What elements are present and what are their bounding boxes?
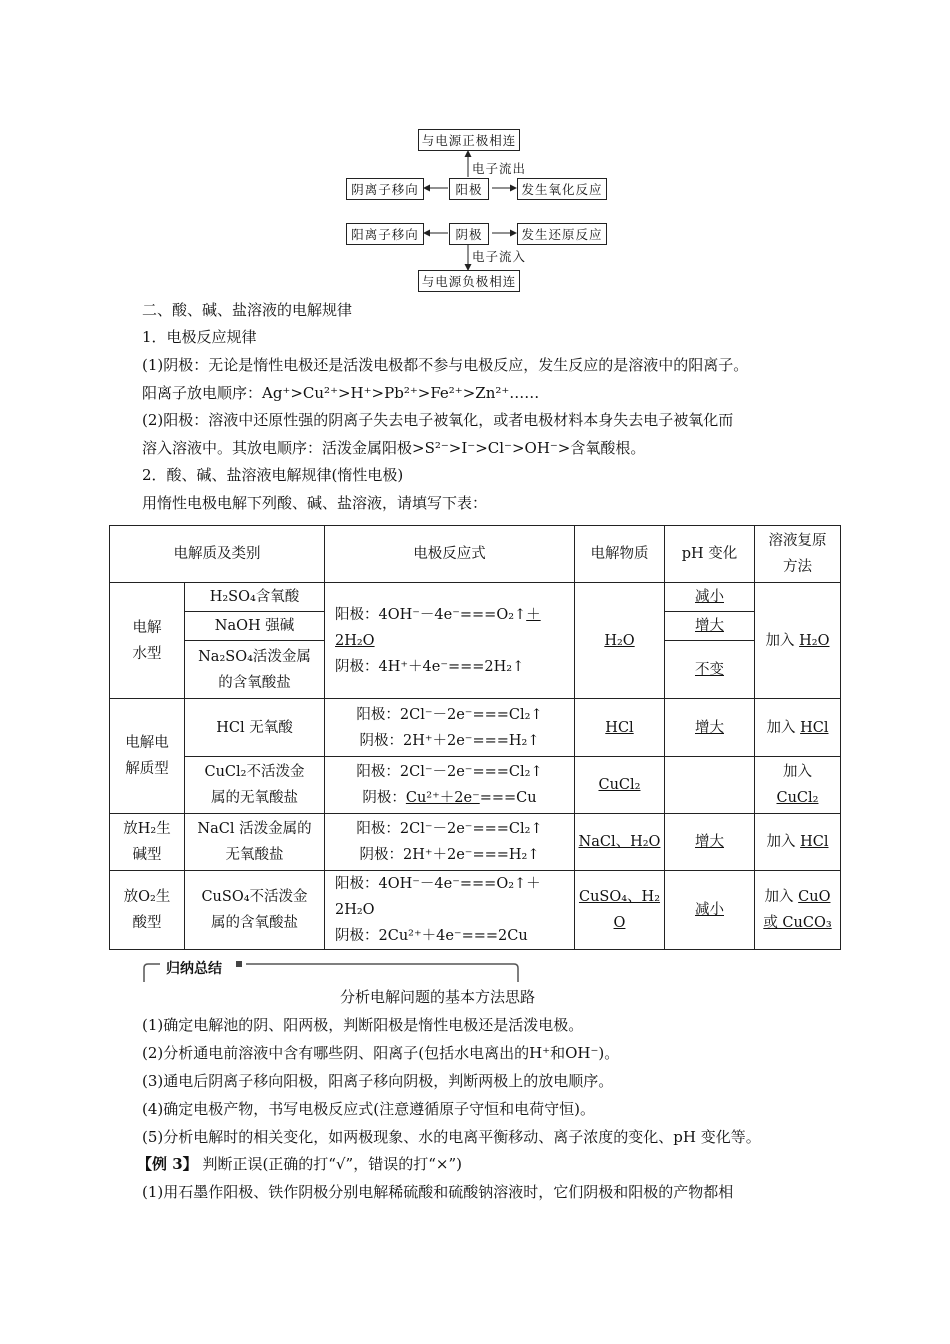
table-row — [110, 757, 841, 814]
summary-title: 分析电解问题的基本方法思路 — [340, 988, 536, 1006]
paragraph-2: 阳离子放电顺序：Ag⁺>Cu²⁺>H⁺>Pb²⁺>Fe²⁺>Zn²⁺…… — [142, 384, 540, 402]
header-equation: 电极反应式 — [325, 526, 575, 583]
g2-substance-2: CuCl₂ — [575, 757, 665, 814]
g1-ph-1: 减小 — [665, 583, 755, 612]
header-restore: 溶液复原 方法 — [755, 526, 841, 583]
paragraph-3: (2)阳极：溶液中还原性强的阴离子失去电子被氧化，或者电极材料本身失去电子被氧化而 — [142, 411, 734, 429]
cathode-right-box: 发生还原反应 — [517, 223, 607, 245]
g1-equations: 阳极：4OH⁻－4e⁻===O₂↑＋2H₂O 阴极：4H⁺＋4e⁻===2H₂↑ — [325, 583, 575, 699]
summary-item-2: (2)分析通电前溶液中含有哪些阴、阳离子(包括水电离出的H⁺和OH⁻)。 — [142, 1044, 620, 1062]
summary-item-1: (1)确定电解池的阴、阳两极，判断阳极是惰性电极还是活泼电极。 — [142, 1016, 584, 1034]
sub2-title: 2．酸、碱、盐溶液电解规律(惰性电极) — [142, 466, 404, 484]
table-header-row — [110, 526, 841, 583]
paragraph-5: 用惰性电极电解下列酸、碱、盐溶液，请填写下表： — [142, 494, 488, 512]
sub1-title: 1．电极反应规律 — [142, 328, 257, 346]
g1-ph-2: 增大 — [665, 612, 755, 641]
g2-ph-2 — [665, 757, 755, 814]
g3-equations: 阳极：2Cl⁻－2e⁻===Cl₂↑ 阴极：2H⁺＋2e⁻===H₂↑ — [325, 814, 575, 871]
example-tag: 【例 3】 — [137, 1155, 198, 1173]
g4-electrolyte: CuSO₄不活泼金 属的含氧酸盐 — [185, 871, 325, 950]
g2-ph-1: 增大 — [665, 699, 755, 757]
anode-right-box: 发生氧化反应 — [517, 178, 607, 200]
g4-restore: 加入 CuO 或 CuCO₃ — [755, 871, 841, 950]
anode-top-box: 与电源正极相连 — [418, 129, 520, 151]
g2-substance-1: HCl — [575, 699, 665, 757]
g3-substance: NaCl、H₂O — [575, 814, 665, 871]
g2-equations-2: 阳极：2Cl⁻－2e⁻===Cl₂↑ 阴极：Cu²⁺＋2e⁻===Cu — [325, 757, 575, 814]
anode-flow-label: 电子流出 — [472, 161, 527, 176]
cathode-flow-label: 电子流入 — [472, 249, 527, 264]
g2-restore-1: 加入 HCl — [755, 699, 841, 757]
header-ph: pH 变化 — [665, 526, 755, 583]
table-row — [110, 814, 841, 871]
table-row — [110, 699, 841, 757]
g2-type: 电解电 解质型 — [110, 699, 185, 814]
g1-ph-3: 不变 — [665, 641, 755, 699]
g1-electrolyte-3: Na₂SO₄活泼金属 的含氧酸盐 — [185, 641, 325, 699]
g3-ph: 增大 — [665, 814, 755, 871]
cathode-center-box: 阴极 — [449, 223, 489, 245]
anode-left-box: 阴离子移向 — [346, 178, 424, 200]
summary-item-4: (4)确定电极产物，书写电极反应式(注意遵循原子守恒和电荷守恒)。 — [142, 1100, 595, 1118]
cathode-bottom-box: 与电源负极相连 — [418, 270, 520, 292]
g1-restore: 加入 H₂O — [755, 583, 841, 699]
example-question-1: (1)用石墨作阳极、铁作阴极分别电解稀硫酸和硫酸钠溶液时，它们阴极和阳极的产物都相 — [142, 1183, 734, 1201]
paragraph-1: (1)阴极：无论是惰性电极还是活泼电极都不参与电极反应，发生反应的是溶液中的阳离子。 — [142, 356, 749, 374]
table-row — [110, 871, 841, 950]
example-heading — [137, 1152, 462, 1176]
g1-electrolyte-1: H₂SO₄含氧酸 — [185, 583, 325, 612]
g2-equations-1: 阳极：2Cl⁻－2e⁻===Cl₂↑ 阴极：2H⁺＋2e⁻===H₂↑ — [325, 699, 575, 757]
header-substance: 电解物质 — [575, 526, 665, 583]
g1-type: 电解 水型 — [110, 583, 185, 699]
header-category: 电解质及类别 — [110, 526, 325, 583]
g1-substance: H₂O — [575, 583, 665, 699]
summary-item-3: (3)通电后阴离子移向阳极，阳离子移向阴极，判断两极上的放电顺序。 — [142, 1072, 614, 1090]
summary-item-5: (5)分析电解时的相关变化，如两极现象、水的电离平衡移动、离子浓度的变化、pH 变化等。 — [142, 1128, 761, 1146]
g1-electrolyte-2: NaOH 强碱 — [185, 612, 325, 641]
g4-ph: 减小 — [665, 871, 755, 950]
g2-restore-2: 加入 CuCl₂ — [755, 757, 841, 814]
g2-electrolyte-2: CuCl₂不活泼金 属的无氧酸盐 — [185, 757, 325, 814]
example-title: 判断正误(正确的打“√”，错误的打“×”) — [202, 1155, 462, 1173]
anode-center-box: 阳极 — [449, 178, 489, 200]
g3-electrolyte: NaCl 活泼金属的 无氧酸盐 — [185, 814, 325, 871]
g4-substance: CuSO₄、H₂ O — [575, 871, 665, 950]
g2-electrolyte-1: HCl 无氧酸 — [185, 699, 325, 757]
paragraph-4: 溶入溶液中。其放电顺序：活泼金属阳极>S²⁻>I⁻>Cl⁻>OH⁻>含氧酸根。 — [142, 439, 646, 457]
g4-type: 放O₂生 酸型 — [110, 871, 185, 950]
electrolysis-table — [109, 525, 841, 950]
cathode-left-box: 阳离子移向 — [346, 223, 424, 245]
summary-label: 归纳总结 — [162, 958, 226, 978]
g3-type: 放H₂生 碱型 — [110, 814, 185, 871]
g3-restore: 加入 HCl — [755, 814, 841, 871]
g4-equations: 阳极：4OH⁻－4e⁻===O₂↑＋2H₂O 阴极：2Cu²⁺＋4e⁻===2Cu — [325, 871, 575, 950]
section2-title: 二、酸、碱、盐溶液的电解规律 — [142, 301, 353, 319]
table-row — [110, 583, 841, 612]
